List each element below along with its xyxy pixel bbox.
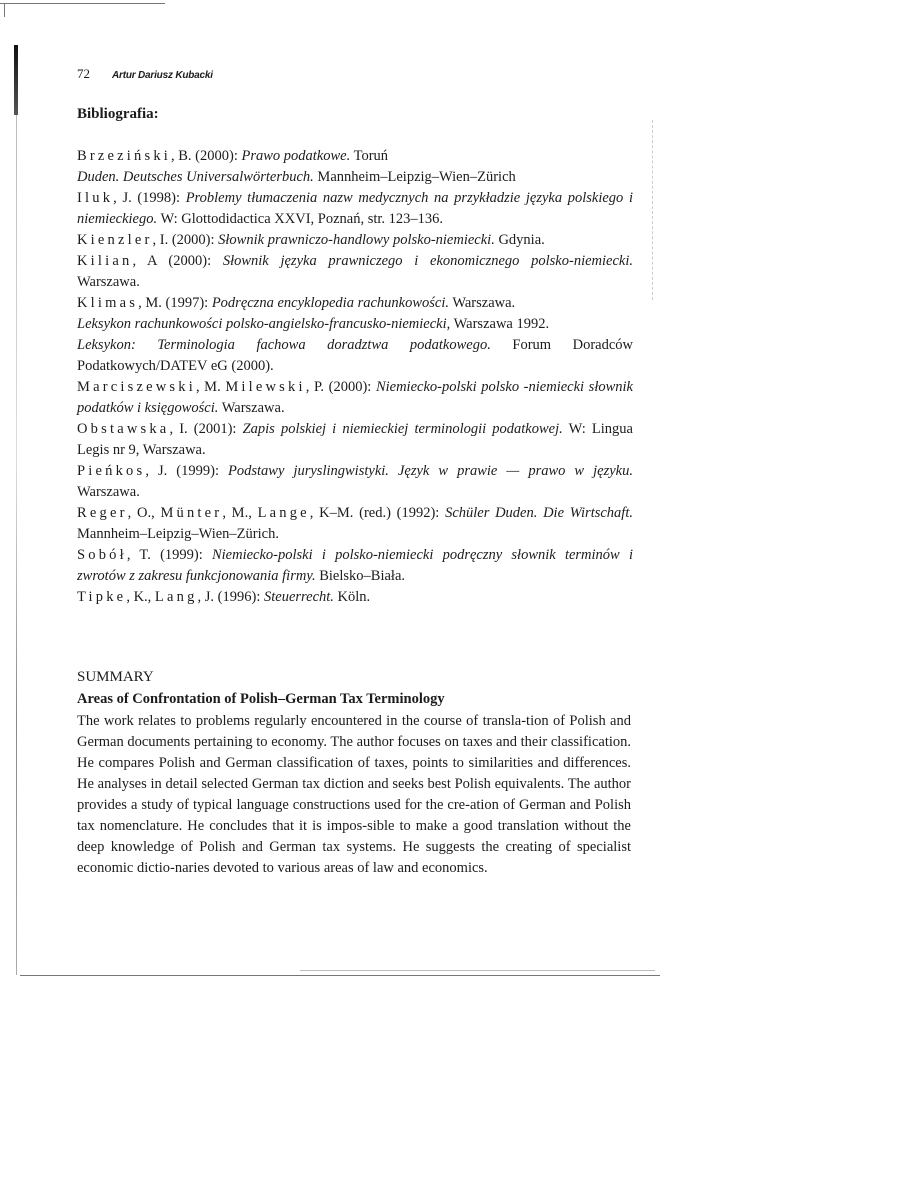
bibliography-entry (77, 188, 633, 230)
running-header (77, 66, 213, 82)
entry-author: Lange (257, 505, 310, 521)
page-number: 72 (77, 66, 90, 81)
entry-author: Kilian (77, 253, 133, 269)
entry-publisher: Köln. (333, 589, 371, 605)
entry-publisher: Mannheim–Leipzig–Wien–Zürich (313, 169, 516, 185)
entry-publisher: Warszawa. (218, 400, 285, 416)
entry-author: Reger (77, 505, 128, 521)
entry-author: Tipke (77, 589, 127, 605)
bibliography-entry (77, 251, 633, 293)
entry-author: Kienzler (77, 232, 153, 248)
entry-author: Marciszewski (77, 379, 196, 395)
entry-publisher: W: Glottodidactica XXVI, Poznań, str. 123–136. (157, 211, 444, 227)
bibliography-heading: Bibliografia: (77, 106, 159, 122)
bibliography-list (77, 146, 633, 608)
summary-title: Areas of Confrontation of Polish–German Tax Terminology (77, 691, 445, 707)
entry-details: , B. (2000): (171, 148, 242, 164)
entry-author: Iluk (77, 190, 114, 206)
scan-edge-line (0, 3, 165, 4)
bibliography-entry (77, 419, 633, 461)
scan-edge-line (20, 975, 660, 976)
entry-title: Słownik języka prawniczego i ekonomicznego polsko-niemiecki. (222, 253, 633, 269)
entry-publisher: Gdynia. (494, 232, 545, 248)
entry-title: Problemy tłumaczenia nazw medycznych na przykładzie języka polskiego i niemieckiego. (77, 190, 633, 227)
bibliography-entry (77, 503, 633, 545)
entry-title: Niemiecko-polski polsko -niemiecki słownik podatków i księgowości. (77, 379, 633, 416)
entry-author: Sobół (77, 547, 127, 563)
entry-publisher: Warszawa. (77, 274, 140, 290)
entry-title: Duden. Deutsches Universalwörterbuch. (77, 169, 314, 185)
entry-details: , I. (2001): (169, 421, 243, 437)
entry-title: Niemiecko-polski i polsko-niemiecki podręczny słownik terminów i zwrotów z zakresu funkcjonowania firmy. (77, 547, 633, 584)
entry-details: , K., (126, 589, 155, 605)
bibliography-entry (77, 587, 633, 608)
entry-title: Zapis polskiej i niemieckiej terminologii podatkowej. (242, 421, 563, 437)
bibliography-entry (77, 146, 633, 167)
entry-details: , T. (1999): (126, 547, 212, 563)
bibliography-entry (77, 314, 633, 335)
bibliography-entry (77, 167, 633, 188)
bibliography-entry (77, 335, 633, 377)
summary-body: The work relates to problems regularly encountered in the course of transla-tion of Polish and German documents pertaining to economy. The author focuses on taxes and their classification. He compares Polish and German classification of taxes, points to similarities and differences. He analyses in detail selected German tax diction and seeks best Polish equivalents. The author provides a study of typical language constructions used for the cre-ation of German and Polish tax nomenclature. He concludes that it is impos-sible to make a good translation without the deep knowledge of Polish and German tax systems. He suggests the creating of specialist economic dictio-naries devoted to various areas of law and economics. (77, 713, 631, 876)
entry-author: Milewski (225, 379, 306, 395)
bibliography-entry (77, 377, 633, 419)
entry-title: Słownik prawniczo-handlowy polsko-niemiecki. (218, 232, 495, 248)
entry-title: Podręczna encyklopedia rachunkowości. (211, 295, 449, 311)
entry-title: Schüler Duden. Die Wirtschaft. (445, 505, 633, 521)
entry-title: Steuerrecht. (263, 589, 334, 605)
entry-details: , P. (2000): (305, 379, 376, 395)
entry-details: , K–M. (red.) (1992): (309, 505, 446, 521)
scan-edge-line (652, 120, 653, 300)
scan-edge-line (300, 970, 655, 971)
scan-edge-line (4, 3, 5, 17)
entry-details: , A (2000): (132, 253, 223, 269)
entry-author: Obstawska (77, 421, 170, 437)
entry-publisher: Mannheim–Leipzig–Wien–Zürich. (77, 526, 279, 542)
entry-details: , O., (127, 505, 161, 521)
entry-title: Leksykon: Terminologia fachowa doradztwa podatkowego. (77, 337, 491, 353)
entry-publisher: Forum Doradców Podatkowych/DATEV eG (2000). (77, 337, 633, 374)
entry-publisher: Toruń (350, 148, 389, 164)
bibliography-entry (77, 293, 633, 314)
scan-edge-line (16, 115, 17, 975)
running-author: Artur Dariusz Kubacki (112, 70, 213, 81)
entry-publisher: Warszawa. (448, 295, 516, 311)
entry-details: , I. (2000): (152, 232, 219, 248)
summary-heading: SUMMARY (77, 669, 154, 685)
entry-publisher: W: Lingua Legis nr 9, Warszawa. (77, 421, 633, 458)
entry-details: , J. (1998): (113, 190, 186, 206)
entry-details: , M. (1997): (138, 295, 212, 311)
entry-publisher: Warszawa 1992. (450, 316, 550, 332)
entry-author: Pieńkos (77, 463, 146, 479)
entry-details: , M. (195, 379, 226, 395)
entry-details: , M., (222, 505, 258, 521)
entry-publisher: Bielsko–Biała. (315, 568, 406, 584)
bibliography-entry (77, 230, 633, 251)
entry-publisher: Warszawa. (77, 484, 140, 500)
entry-title: Leksykon rachunkowości polsko-angielsko-francusko-niemiecki, (77, 316, 451, 332)
entry-title: Podstawy juryslingwistyki. Język w prawie — prawo w języku. (228, 463, 633, 479)
scan-binding-shadow (14, 45, 18, 115)
bibliography-entry (77, 461, 633, 503)
entry-details: , J. (1996): (197, 589, 264, 605)
entry-title: Prawo podatkowe. (241, 148, 351, 164)
entry-author: Klimas (77, 295, 139, 311)
entry-details: , J. (1999): (145, 463, 229, 479)
entry-author: Lang (154, 589, 198, 605)
entry-author: Brzeziński (77, 148, 172, 164)
bibliography-entry (77, 545, 633, 587)
entry-author: Münter (160, 505, 223, 521)
